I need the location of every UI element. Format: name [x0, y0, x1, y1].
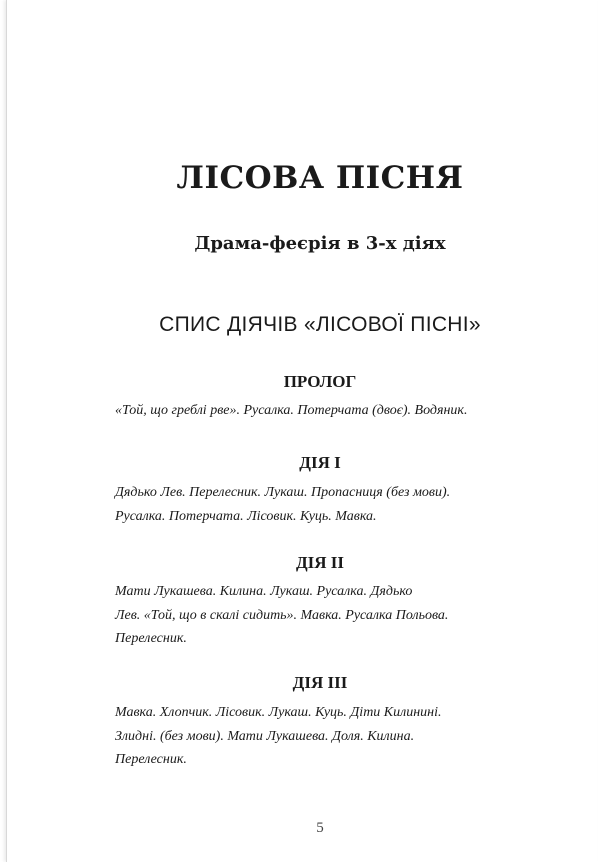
- play-subtitle: Драма-феєрія в 3-х діях: [194, 233, 446, 254]
- cast-line: Злидні. (без мови). Мати Лукашева. Доля. Килина.: [115, 728, 415, 744]
- play-title: ЛІСОВА ПІСНЯ: [176, 160, 464, 196]
- section-title-act-3: ДІЯ ІІІ: [292, 673, 348, 692]
- cast-line: Мати Лукашева. Килина. Лукаш. Русалка. Дядько: [115, 584, 413, 599]
- cast-line: Лев. «Той, що в скалі сидить». Мавка. Русалка Польова.: [115, 607, 449, 623]
- section-text-act-1: [115, 481, 515, 528]
- page-number: 5: [316, 820, 324, 836]
- cast-line: Перелесник.: [115, 631, 187, 646]
- section-title-act-1: ДІЯ І: [299, 453, 341, 472]
- section-text-act-2: [115, 580, 515, 651]
- cast-line: «Той, що греблі рве». Русалка. Потерчата (двоє). Водяник.: [115, 403, 468, 418]
- section-title-act-2: ДІЯ ІІ: [295, 553, 345, 572]
- cast-list-heading: СПИС ДІЯЧІВ «ЛІСОВОЇ ПІСНІ»: [159, 313, 481, 336]
- cast-line: Мавка. Хлопчик. Лісовик. Лукаш. Куць. Діти Килинині.: [115, 705, 442, 720]
- section-text-act-3: [115, 701, 515, 772]
- section-title-prologue: ПРОЛОГ: [283, 372, 357, 391]
- cast-line: Дядько Лев. Перелесник. Лукаш. Пропасниця (без мови).: [115, 485, 451, 500]
- cast-line: Русалка. Потерчата. Лісовик. Куць. Мавка.: [115, 508, 377, 524]
- section-text-prologue: [115, 399, 515, 423]
- cast-line: Перелесник.: [115, 752, 187, 767]
